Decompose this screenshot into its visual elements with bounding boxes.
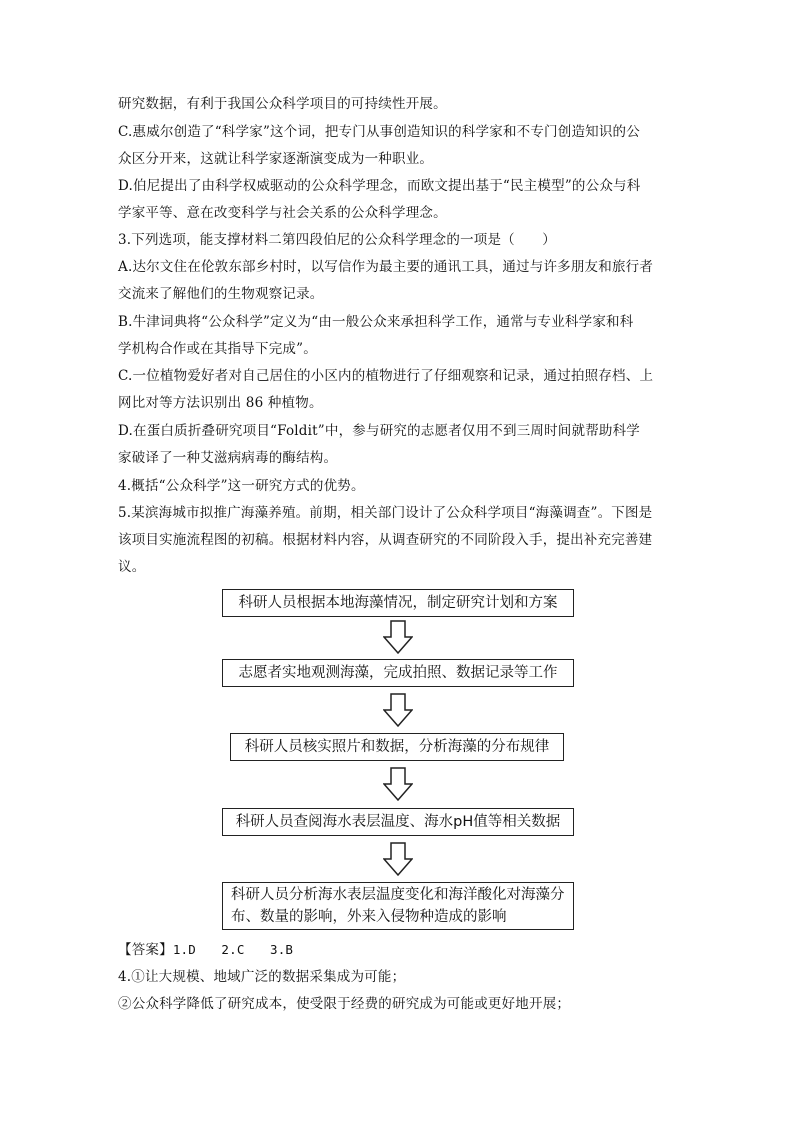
arrow-down-icon xyxy=(383,767,413,801)
answer-label: 【答案】 xyxy=(118,942,173,958)
option-a: A.达尔文住在伦敦东部乡村时，以写信作为最主要的通讯工具，通过与许多朋友和旅行者 xyxy=(118,259,654,275)
text-line: 网比对等方法识别出 86 种植物。 xyxy=(118,395,323,411)
text-line: C.惠威尔创造了“科学家”这个词，把专门从事创造知识的科学家和不专门创造知识的公 xyxy=(118,124,640,140)
option-b: B.牛津词典将“公众科学”定义为“由一般公众来承担科学工作，通常与专业科学家和科 xyxy=(118,314,634,330)
text-line: 学机构合作或在其指导下完成”。 xyxy=(118,341,317,357)
answer-line xyxy=(118,941,293,959)
text-line: 学家平等、意在改变科学与社会关系的公众科学理念。 xyxy=(118,205,447,221)
flow-step-5: 科研人员分析海水表层温度变化和海洋酸化对海藻分布、数量的影响，外来入侵物种造成的影响 xyxy=(222,882,574,930)
flow-step-4: 科研人员查阅海水表层温度、海水pH值等相关数据 xyxy=(222,808,574,836)
answer-keys: 1.D 2.C 3.B xyxy=(172,942,294,957)
flow-step-1: 科研人员根据本地海藻情况，制定研究计划和方案 xyxy=(222,589,574,617)
text-line: 家破译了一种艾滋病病毒的酶结构。 xyxy=(118,450,338,466)
arrow-down-icon xyxy=(383,620,413,654)
text-line: 该项目实施流程图的初稿。根据材料内容，从调查研究的不同阶段入手，提出补充完善建 xyxy=(118,532,653,548)
text-line: 议。 xyxy=(118,559,146,575)
option-d: D.在蛋白质折叠研究项目“Foldit”中，参与研究的志愿者仅用不到三周时间就帮助科学 xyxy=(118,423,640,439)
flow-step-3: 科研人员核实照片和数据，分析海藻的分布规律 xyxy=(230,733,564,761)
answer-4-point-2: ②公众科学降低了研究成本，使受限于经费的研究成为可能或更好地开展； xyxy=(118,996,571,1012)
answer-4-point-1: 4.①让大规模、地域广泛的数据采集成为可能； xyxy=(118,969,406,985)
text-line: 交流来了解他们的生物观察记录。 xyxy=(118,286,324,302)
option-c: C.一位植物爱好者对自己居住的小区内的植物进行了仔细观察和记录，通过拍照存档、上 xyxy=(118,368,654,384)
question-4: 4.概括“公众科学”这一研究方式的优势。 xyxy=(118,478,365,494)
text-line: 研究数据，有利于我国公众科学项目的可持续性开展。 xyxy=(118,96,447,112)
arrow-down-icon xyxy=(383,693,413,727)
question-5: 5.某滨海城市拟推广海藻养殖。前期，相关部门设计了公众科学项目“海藻调查”。下图是 xyxy=(118,505,653,521)
text-line: D.伯尼提出了由科学权威驱动的公众科学理念，而欧文提出基于“民主模型”的公众与科 xyxy=(118,178,641,194)
flow-step-2: 志愿者实地观测海藻，完成拍照、数据记录等工作 xyxy=(222,659,574,687)
question-3: 3.下列选项，能支撑材料二第四段伯尼的公众科学理念的一项是（ ） xyxy=(118,232,556,248)
arrow-down-icon xyxy=(383,842,413,876)
text-line: 众区分开来，这就让科学家逐渐演变成为一种职业。 xyxy=(118,151,434,167)
